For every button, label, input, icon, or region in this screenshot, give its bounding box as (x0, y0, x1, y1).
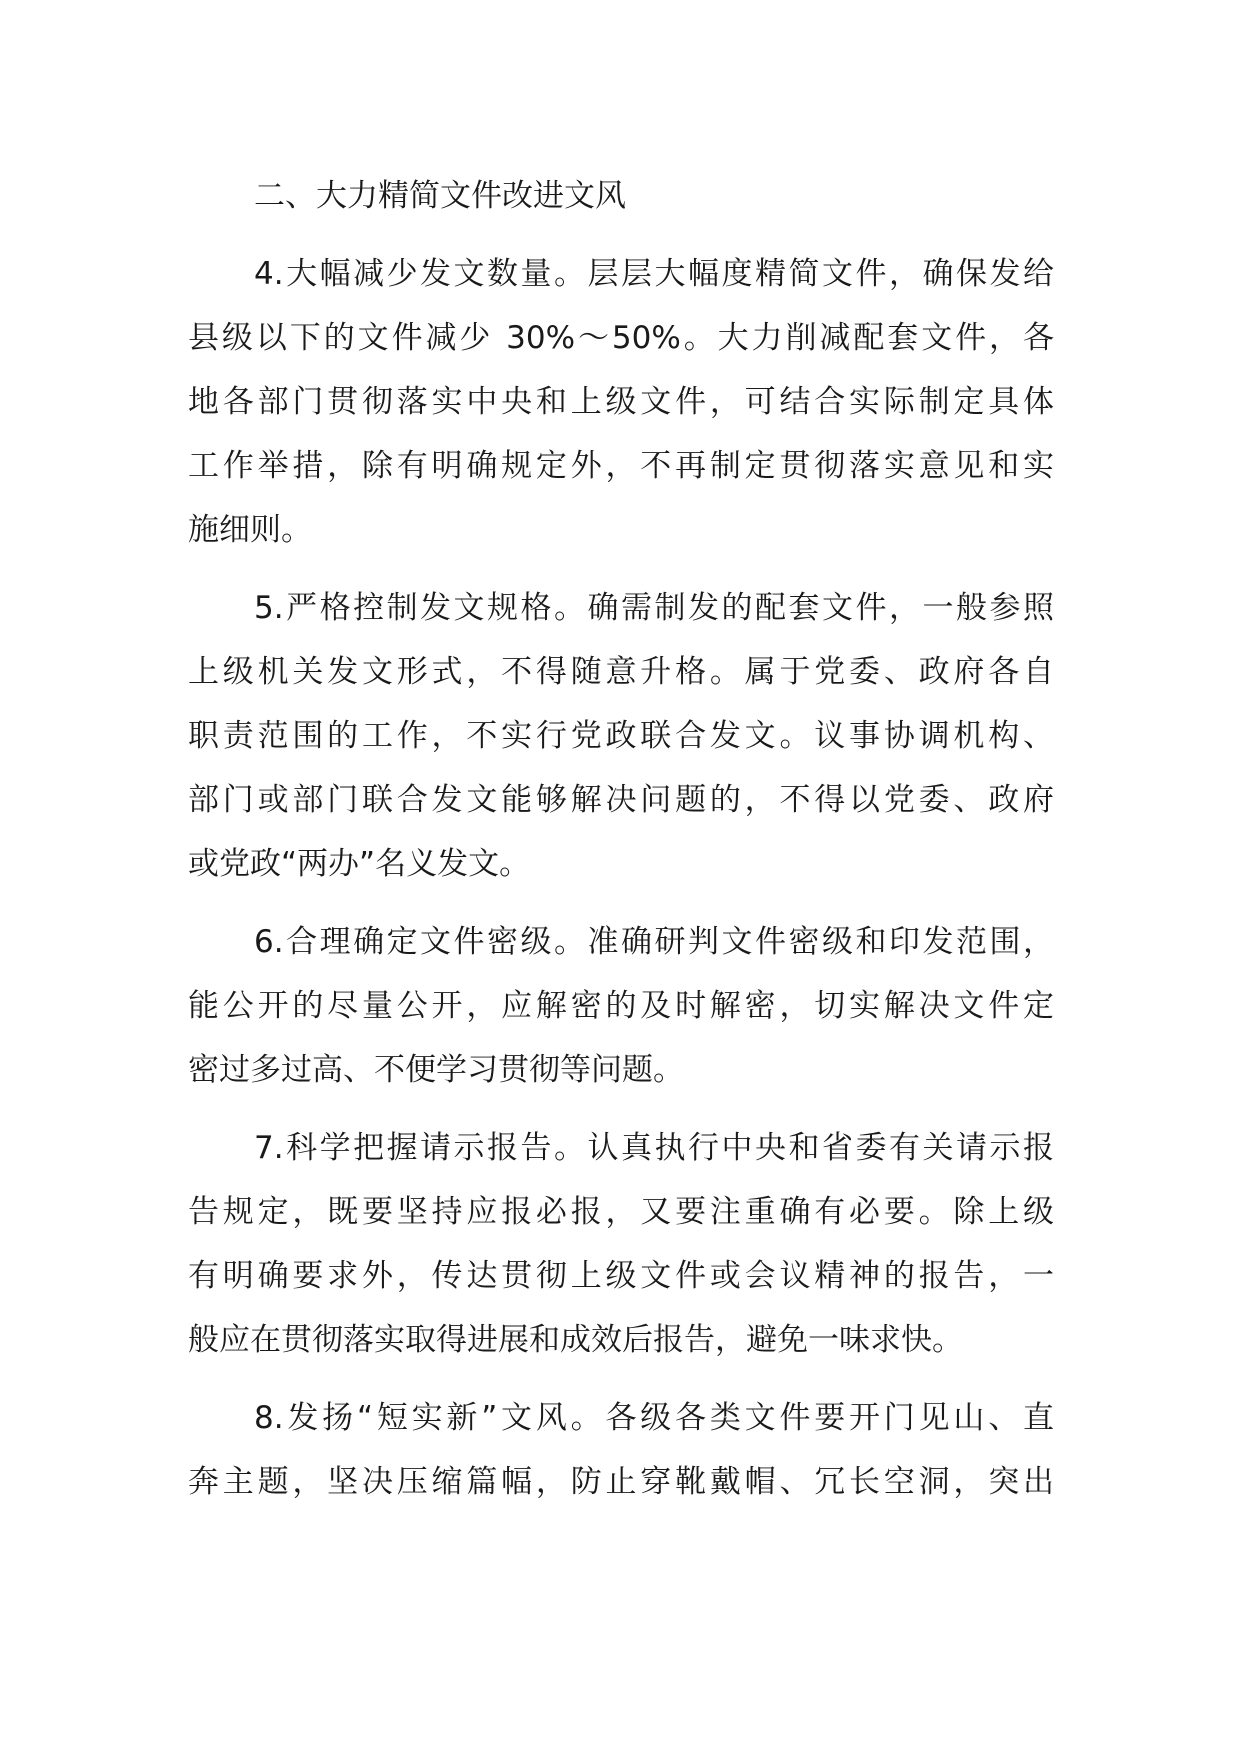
paragraph-line: 施细则。 (188, 512, 312, 548)
paragraph-line: 般应在贯彻落实取得进展和成效后报告，避免一味求快。 (188, 1322, 963, 1358)
paragraph-5 (188, 576, 1054, 896)
paragraph-line: 奔主题，坚决压缩篇幅，防止穿靴戴帽、冗长空洞，突出 (188, 1464, 1054, 1500)
paragraph-line: 6.合理确定文件密级。准确研判文件密级和印发范围， (254, 924, 1054, 960)
paragraph-line: 工作举措，除有明确规定外，不再制定贯彻落实意见和实 (188, 448, 1054, 484)
paragraph-line: 7.科学把握请示报告。认真执行中央和省委有关请示报 (254, 1130, 1054, 1166)
paragraph-7 (188, 1116, 1054, 1372)
document-body (188, 164, 1054, 1514)
paragraph-4 (188, 242, 1054, 562)
paragraph-line: 有明确要求外，传达贯彻上级文件或会议精神的报告，一 (188, 1258, 1054, 1294)
paragraph-line: 或党政“两办”名义发文。 (188, 846, 531, 882)
paragraph-6 (188, 910, 1054, 1102)
paragraph-line: 地各部门贯彻落实中央和上级文件，可结合实际制定具体 (188, 384, 1054, 420)
paragraph-8 (188, 1386, 1054, 1514)
paragraph-line: 8.发扬“短实新”文风。各级各类文件要开门见山、直 (254, 1400, 1054, 1436)
paragraph-line: 5.严格控制发文规格。确需制发的配套文件，一般参照 (254, 590, 1054, 626)
paragraph-line: 县级以下的文件减少 30%～50%。大力削减配套文件，各 (188, 320, 1054, 356)
section-heading: 二、大力精简文件改进文风 (254, 178, 626, 214)
paragraph-line: 密过多过高、不便学习贯彻等问题。 (188, 1052, 684, 1088)
paragraph-line: 职责范围的工作，不实行党政联合发文。议事协调机构、 (188, 718, 1054, 754)
paragraph-line: 4.大幅减少发文数量。层层大幅度精简文件，确保发给 (254, 256, 1054, 292)
paragraph-line: 告规定，既要坚持应报必报，又要注重确有必要。除上级 (188, 1194, 1054, 1230)
paragraph-line: 上级机关发文形式，不得随意升格。属于党委、政府各自 (188, 654, 1054, 690)
paragraph-line: 能公开的尽量公开，应解密的及时解密，切实解决文件定 (188, 988, 1054, 1024)
paragraph-line: 部门或部门联合发文能够解决问题的，不得以党委、政府 (188, 782, 1054, 818)
